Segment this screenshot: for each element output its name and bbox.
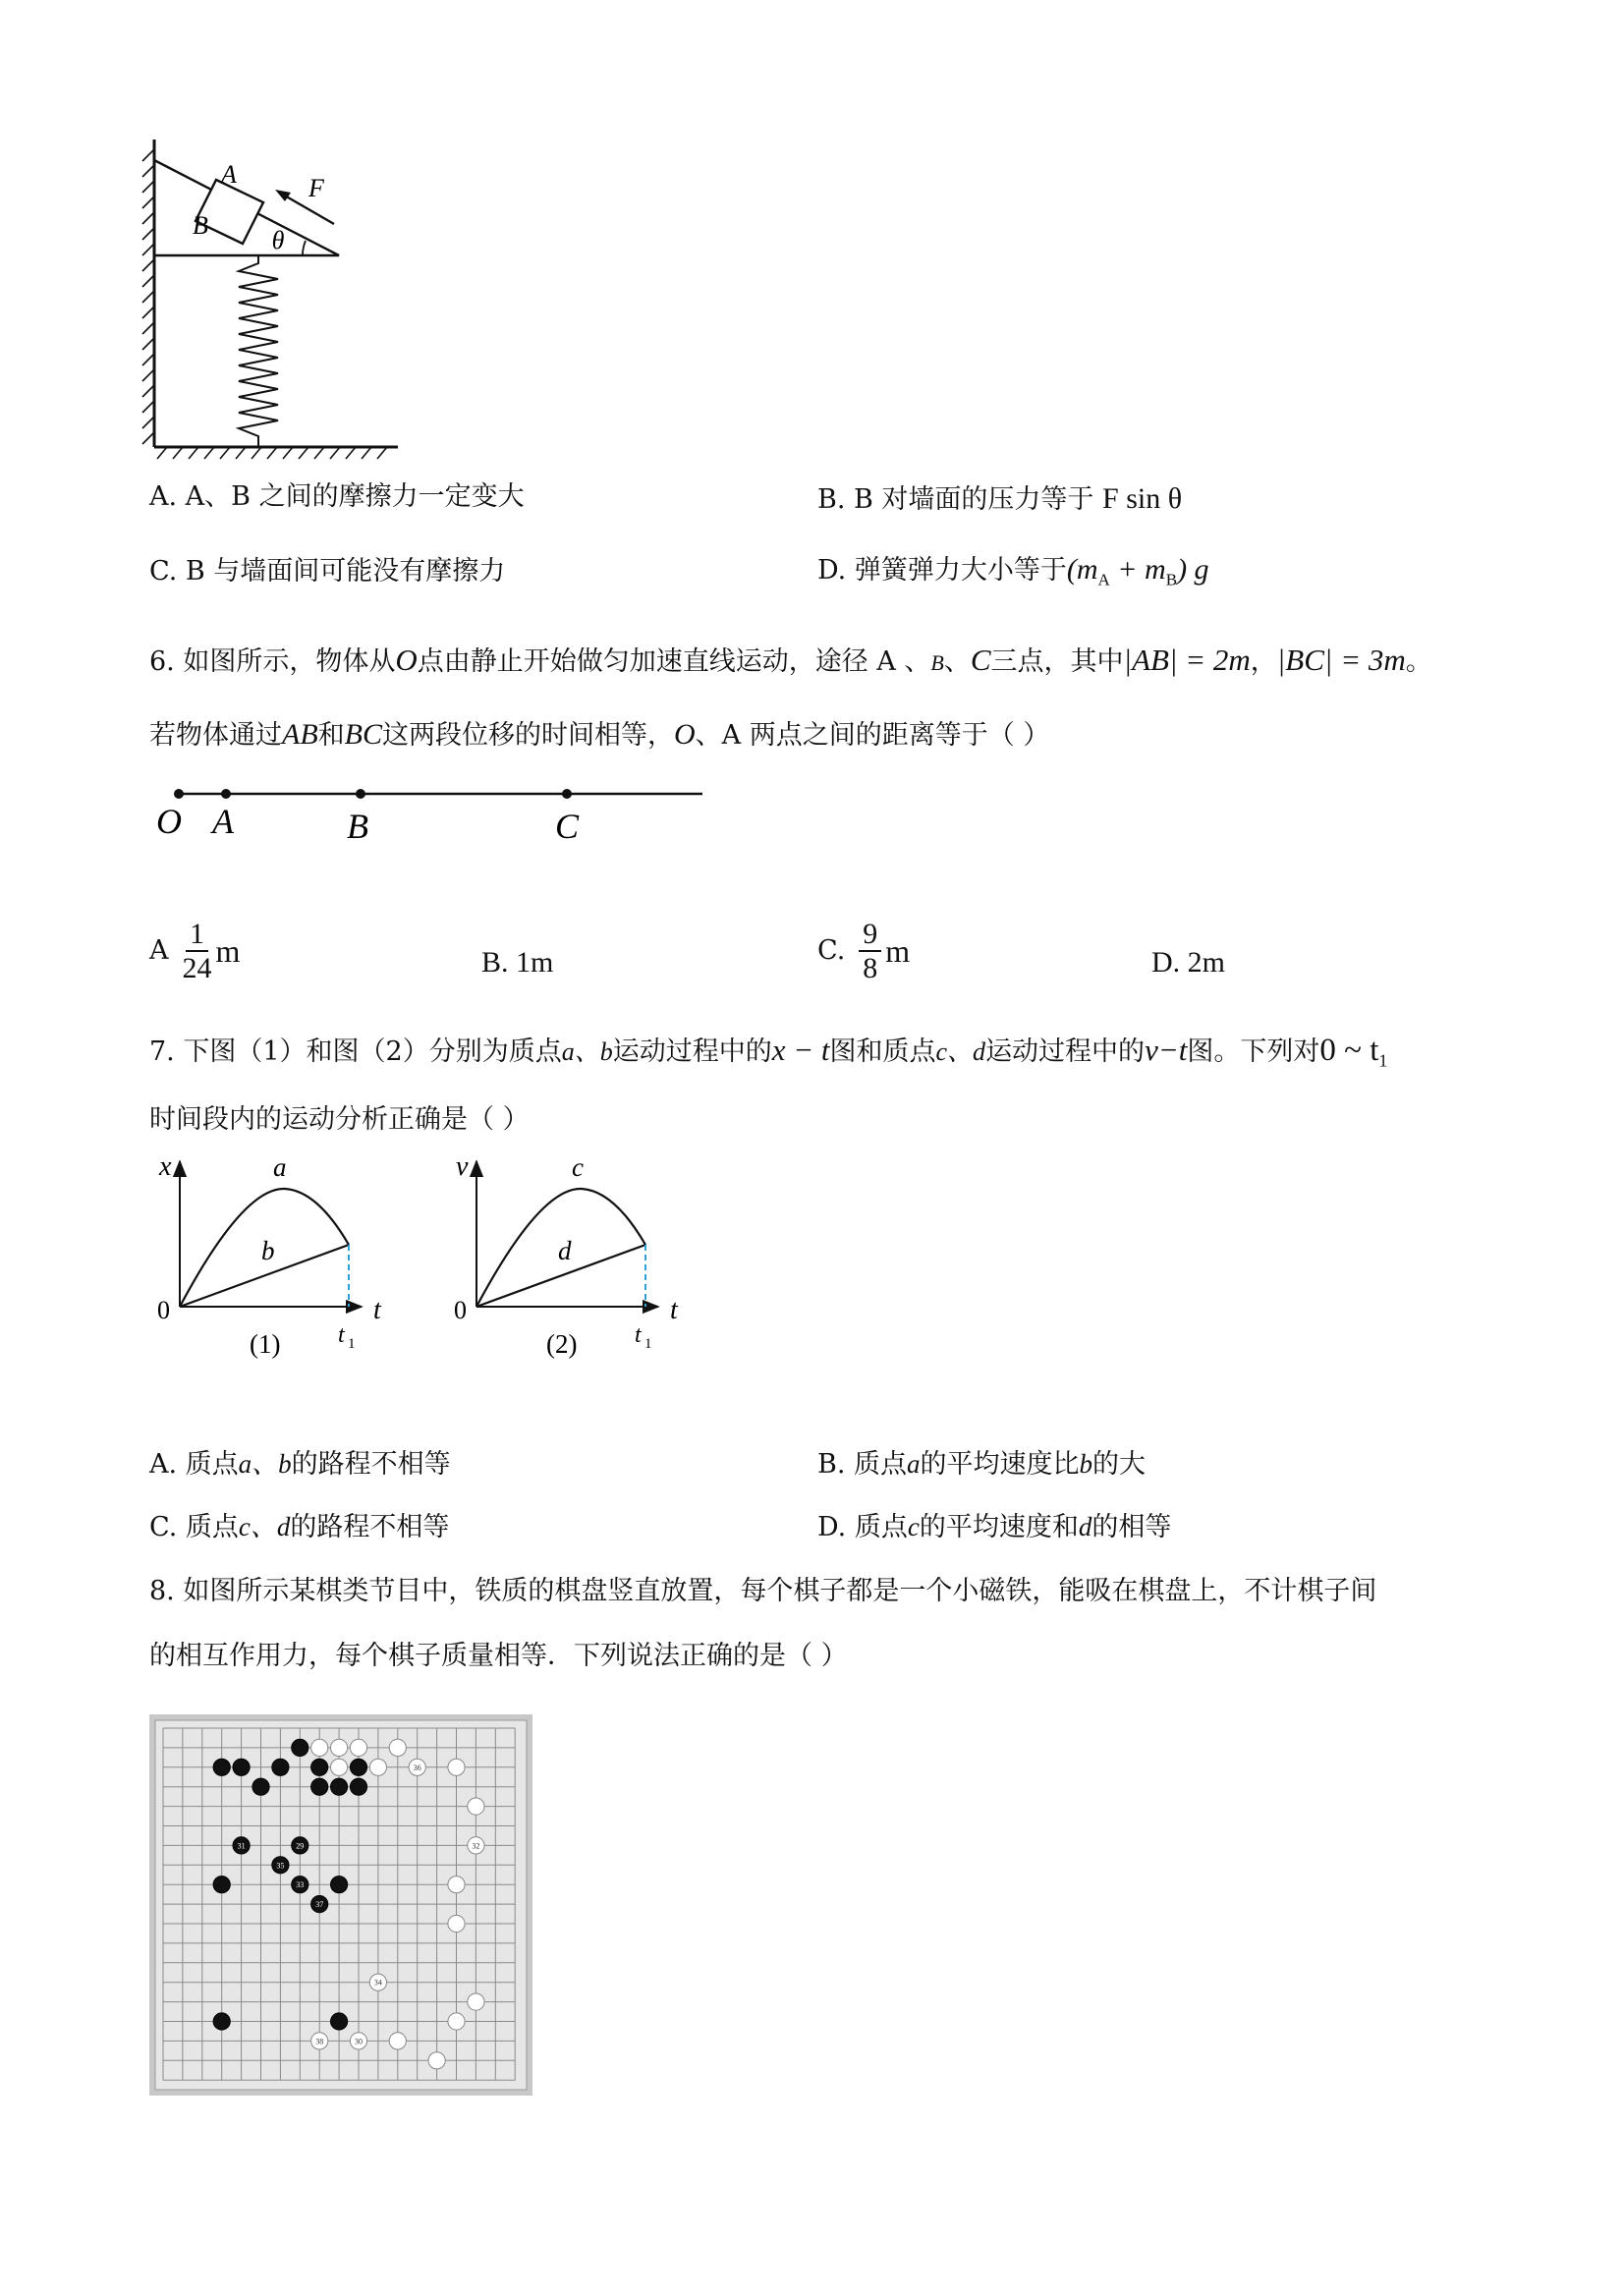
q7-b-var2: b	[1079, 1449, 1093, 1479]
white-stone	[448, 1876, 465, 1893]
q7-option-b	[817, 1448, 1146, 1481]
q6-option-d: D. 2m	[1151, 946, 1225, 979]
q5-option-b-text: B. B 对墙面的压力等于	[817, 484, 1103, 515]
stone-move-number: 30	[355, 2037, 363, 2046]
q7-b-mid: 的平均速度比	[920, 1449, 1080, 1480]
q7-option-d	[817, 1511, 1171, 1543]
stone-move-number: 35	[276, 1861, 285, 1871]
q6-l2-o: O	[674, 718, 696, 751]
q6-option-c-den: 8	[863, 952, 878, 984]
q5-option-d-m: (m	[1066, 553, 1098, 586]
label-a: A	[221, 160, 237, 189]
q5-option-d	[817, 552, 1209, 590]
q6-option-a-fraction	[183, 918, 212, 984]
q7-c-pre: C. 质点	[149, 1512, 239, 1542]
q5-option-d-plus: + m	[1109, 553, 1166, 586]
white-stone	[311, 1739, 328, 1756]
label-theta: θ	[271, 226, 285, 254]
stone-move-number: 32	[472, 1841, 480, 1851]
label-a: A	[212, 802, 234, 841]
white-stone	[350, 1739, 366, 1756]
q6-option-a-num: 1	[186, 918, 208, 952]
q6-l2-ab: AB	[282, 718, 318, 751]
q6-text-end: 。	[1405, 646, 1432, 677]
white-stone	[389, 2033, 406, 2049]
q7-graph-1	[145, 1149, 411, 1371]
q6-line-figure	[147, 776, 717, 855]
q6-ab-length: |AB| = 2m	[1123, 643, 1251, 677]
label-b: B	[347, 807, 368, 846]
q5-option-b-math: F sin θ	[1102, 482, 1183, 515]
t1-label: t	[338, 1322, 345, 1348]
graph-caption: (2)	[546, 1329, 578, 1359]
q6-option-c-unit: m	[885, 932, 911, 969]
black-stone	[213, 1759, 230, 1775]
q7-c-var: c、d	[238, 1512, 291, 1541]
q7-d-var2: d	[1078, 1512, 1092, 1541]
q5-option-a: A. A、B 之间的摩擦力一定变大	[149, 481, 525, 512]
black-stone	[272, 1759, 289, 1775]
q7-c-post: 的路程不相等	[290, 1512, 450, 1542]
line-d-label: d	[558, 1236, 572, 1265]
black-stone	[331, 2013, 348, 2030]
q7-stem-line1	[149, 1032, 1387, 1072]
q7-l1-d: 运动过程中的	[985, 1036, 1146, 1067]
point-b-dot	[356, 789, 365, 799]
q7-stem-line2: 时间段内的运动分析正确是（ ）	[149, 1104, 530, 1135]
white-stone	[369, 1759, 386, 1775]
white-stone	[448, 1759, 465, 1775]
white-stone	[428, 2052, 445, 2069]
q7-l1-c: 图和质点	[829, 1036, 936, 1067]
white-stone	[468, 1993, 484, 2010]
q7-b-pre: B. 质点	[817, 1449, 908, 1480]
q7-d-var1: c	[907, 1512, 920, 1541]
q7-d-mid: 的平均速度和	[919, 1512, 1079, 1542]
axis-x-label: t	[670, 1295, 678, 1325]
stone-move-number: 37	[315, 1900, 324, 1910]
q7-l1-a: 7. 下图（1）和图（2）分别为质点	[149, 1036, 562, 1067]
q6-l2-a: 若物体通过	[149, 720, 282, 751]
q6-l2-c: 这两段位移的时间相等，	[382, 720, 674, 751]
q7-option-c	[149, 1511, 449, 1543]
q8-stem-line2: 的相互作用力，每个棋子质量相等．下列说法正确的是（ ）	[149, 1641, 848, 1671]
line-b-label: b	[261, 1236, 275, 1265]
q5-option-d-end: ) g	[1177, 553, 1209, 586]
q7-l1-xt: x − t	[771, 1033, 830, 1067]
q7-l1-e: 图。下列对	[1187, 1036, 1320, 1067]
q7-d-post: 的相等	[1091, 1512, 1172, 1542]
black-stone	[311, 1759, 328, 1775]
origin-label: 0	[454, 1296, 467, 1324]
q7-a-pre: A. 质点	[149, 1449, 239, 1480]
black-stone	[213, 2013, 230, 2030]
go-board	[149, 1714, 532, 2096]
point-a-dot	[221, 789, 231, 799]
q6-text-b: 点由静止开始做匀加速直线运动，途径 A 、	[417, 646, 931, 677]
q7-graph-2	[442, 1149, 707, 1371]
q6-option-a-label: A	[149, 934, 169, 966]
stone-move-number: 29	[296, 1841, 305, 1851]
q7-b-post: 的大	[1092, 1449, 1147, 1480]
point-c-dot	[562, 789, 572, 799]
black-stone	[350, 1778, 366, 1795]
q6-text-d: 三点，其中	[990, 646, 1124, 677]
t1-sub: 1	[348, 1336, 356, 1352]
q5-option-d-sub-a: A	[1097, 570, 1110, 589]
axis-y-label: v	[456, 1151, 469, 1182]
black-stone	[350, 1759, 366, 1775]
t1-sub: 1	[644, 1336, 652, 1352]
black-stone	[292, 1739, 308, 1756]
q6-text-sep: ，	[1250, 646, 1277, 677]
q6-option-a	[149, 918, 240, 984]
white-stone	[389, 1739, 406, 1756]
axis-x-label: t	[373, 1295, 381, 1325]
q6-option-a-den: 24	[182, 952, 212, 984]
white-stone	[448, 1915, 465, 1932]
white-stone	[331, 1739, 348, 1756]
label-c: C	[554, 807, 580, 846]
q7-d-pre: D. 质点	[817, 1512, 908, 1542]
q6-l2-d: 、A 两点之间的距离等于（ ）	[695, 720, 1050, 751]
q5-option-c: C. B 与墙面间可能没有摩擦力	[149, 556, 506, 587]
q7-option-a	[149, 1448, 451, 1481]
stone-move-number: 31	[237, 1841, 246, 1851]
black-stone	[331, 1778, 348, 1795]
q7-b-var1: a	[907, 1449, 921, 1479]
incline-spring-figure	[138, 128, 413, 462]
stone-move-number: 36	[413, 1763, 421, 1772]
q6-l2-b: 和	[317, 720, 345, 751]
stone-move-number: 38	[315, 2037, 324, 2046]
q6-l2-bc: BC	[344, 718, 382, 751]
label-f: F	[308, 174, 324, 202]
q7-l1-ab: a、b	[561, 1037, 613, 1066]
black-stone	[213, 1876, 230, 1893]
origin-label: 0	[157, 1296, 170, 1324]
q7-l1-vt: v−t	[1145, 1033, 1188, 1067]
stone-move-number: 34	[373, 1978, 382, 1988]
q6-point-c: C	[970, 643, 991, 677]
t1-label: t	[635, 1322, 642, 1348]
q6-bc-length: |BC| = 3m	[1276, 643, 1406, 677]
axis-y-label: x	[159, 1151, 172, 1182]
label-o: O	[156, 802, 182, 841]
white-stone	[448, 2013, 465, 2030]
white-stone	[468, 1798, 484, 1815]
black-stone	[331, 1876, 348, 1893]
q8-stem-line1: 8. 如图所示某棋类节目中，铁质的棋盘竖直放置，每个棋子都是一个小磁铁，能吸在棋盘上，不计棋子间	[149, 1576, 1377, 1606]
q5-option-d-sub-b: B	[1165, 570, 1178, 589]
white-stone	[331, 1759, 348, 1775]
label-b: B	[193, 211, 208, 240]
q6-point-o: O	[395, 643, 418, 677]
q6-option-b: B. 1m	[481, 946, 554, 979]
stone-move-number: 33	[296, 1880, 305, 1890]
q6-text-a: 6. 如图所示，物体从	[149, 646, 396, 677]
point-o-dot	[174, 789, 184, 799]
black-stone	[311, 1778, 328, 1795]
q6-option-a-unit: m	[215, 932, 241, 969]
graph-caption: (1)	[250, 1329, 281, 1359]
black-stone	[252, 1778, 269, 1795]
q5-option-b	[817, 481, 1182, 517]
q6-point-b: B	[930, 650, 944, 675]
q6-option-c	[817, 918, 910, 984]
q6-option-c-label: C.	[817, 934, 846, 966]
q6-option-c-num: 9	[859, 918, 881, 952]
q6-stem-line1	[149, 642, 1432, 678]
curve-c-label: c	[572, 1152, 584, 1182]
curve-a-label: a	[273, 1152, 287, 1182]
q7-l1-b: 运动过程中的	[612, 1036, 772, 1067]
q5-option-d-text: D. 弹簧弹力大小等于	[817, 555, 1067, 586]
q7-l1-cd: c、d	[935, 1037, 986, 1066]
q6-option-c-fraction	[859, 918, 881, 984]
q7-l1-range: 0 ~ t	[1319, 1033, 1379, 1068]
q6-stem-line2	[149, 717, 1049, 753]
q6-text-c: 、	[943, 646, 971, 677]
q7-a-post: 的路程不相等	[291, 1449, 451, 1480]
q7-l1-sub: 1	[1378, 1050, 1388, 1071]
black-stone	[233, 1759, 250, 1775]
q7-a-var: a、b	[238, 1449, 292, 1479]
